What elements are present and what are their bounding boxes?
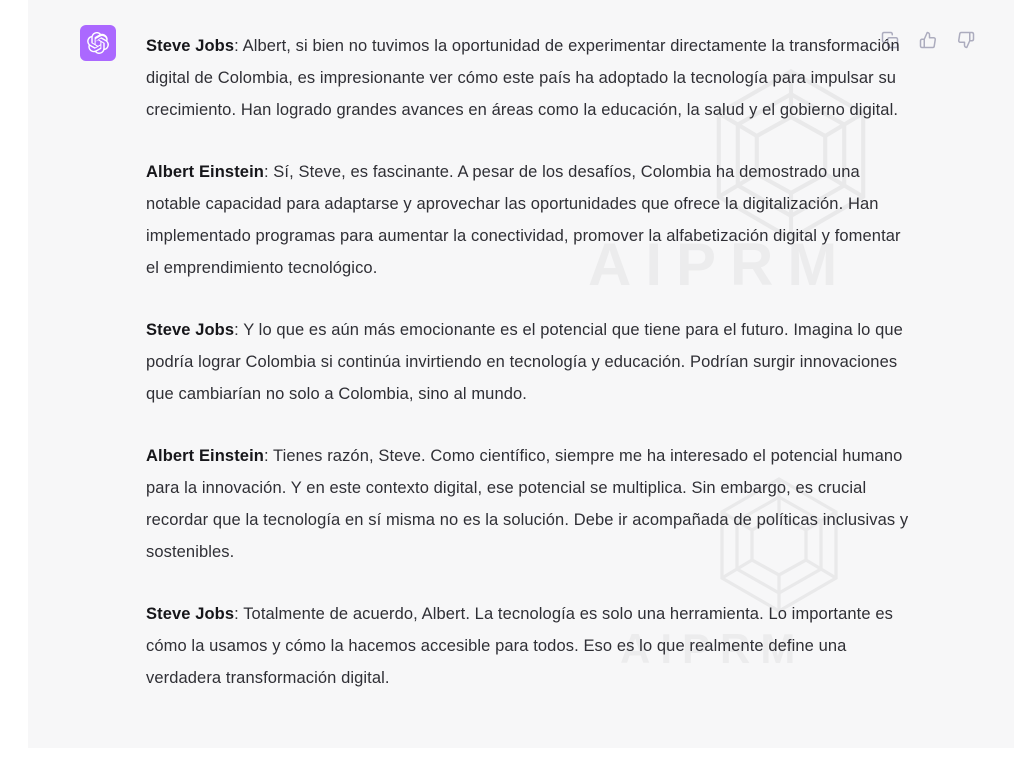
dialogue-text: : Tienes razón, Steve. Como científico, siempre me ha interesado el potencial humano para la innovación. Y en este contexto digital, ese potencial se multiplica. Sin embargo, es crucial recordar que la tecnología en sí misma no es la solución. Debe ir acompañada de políticas inclusivas y sostenibles. [146,447,909,561]
message-body [146,30,916,694]
avatar [80,25,116,61]
dialogue-paragraph [146,440,916,568]
thumbs-down-button[interactable] [956,30,976,50]
dialogue-text: : Y lo que es aún más emocionante es el potencial que tiene para el futuro. Imagina lo que podría lograr Colombia si continúa invirtiendo en tecnología y educación. Podrían surgir innovaciones que cambiarían no solo a Colombia, sino al mundo. [146,321,903,403]
dialogue-paragraph [146,314,916,410]
speaker-name: Steve Jobs [146,321,235,339]
speaker-name: Albert Einstein [146,447,264,465]
dialogue-paragraph [146,156,916,284]
dialogue-text: : Totalmente de acuerdo, Albert. La tecnología es solo una herramienta. Lo importante es cómo la usamos y cómo la hacemos accesible para todos. Eso es lo que realmente define una verdadera transformación digital. [146,605,893,687]
speaker-name: Steve Jobs [146,37,235,55]
dialogue-paragraph [146,598,916,694]
dialogue-paragraph [146,30,916,126]
thumbs-up-button[interactable] [918,30,938,50]
dialogue-text: : Sí, Steve, es fascinante. A pesar de los desafíos, Colombia ha demostrado una notable capacidad para adaptarse y aprovechar las oportunidades que ofrece la digitalización. Han implementado programas para aumentar la conectividad, promover la alfabetización digital y fomentar el emprendimiento tecnológico. [146,163,901,277]
openai-logo-icon [87,32,109,54]
page-right-gutter [1014,0,1024,760]
dialogue-text: : Albert, si bien no tuvimos la oportunidad de experimentar directamente la transformación digital de Colombia, es impresionante ver cómo este país ha adoptado la tecnología para impulsar su crecimiento. Han logrado grandes avances en áreas como la educación, la salud y el gobierno digital. [146,37,900,119]
speaker-name: Steve Jobs [146,605,235,623]
thumbs-up-icon [919,31,937,49]
assistant-message [28,0,1014,748]
speaker-name: Albert Einstein [146,163,264,181]
page-bottom-gutter [0,748,1024,760]
page-left-gutter [0,0,28,760]
thumbs-down-icon [957,31,975,49]
